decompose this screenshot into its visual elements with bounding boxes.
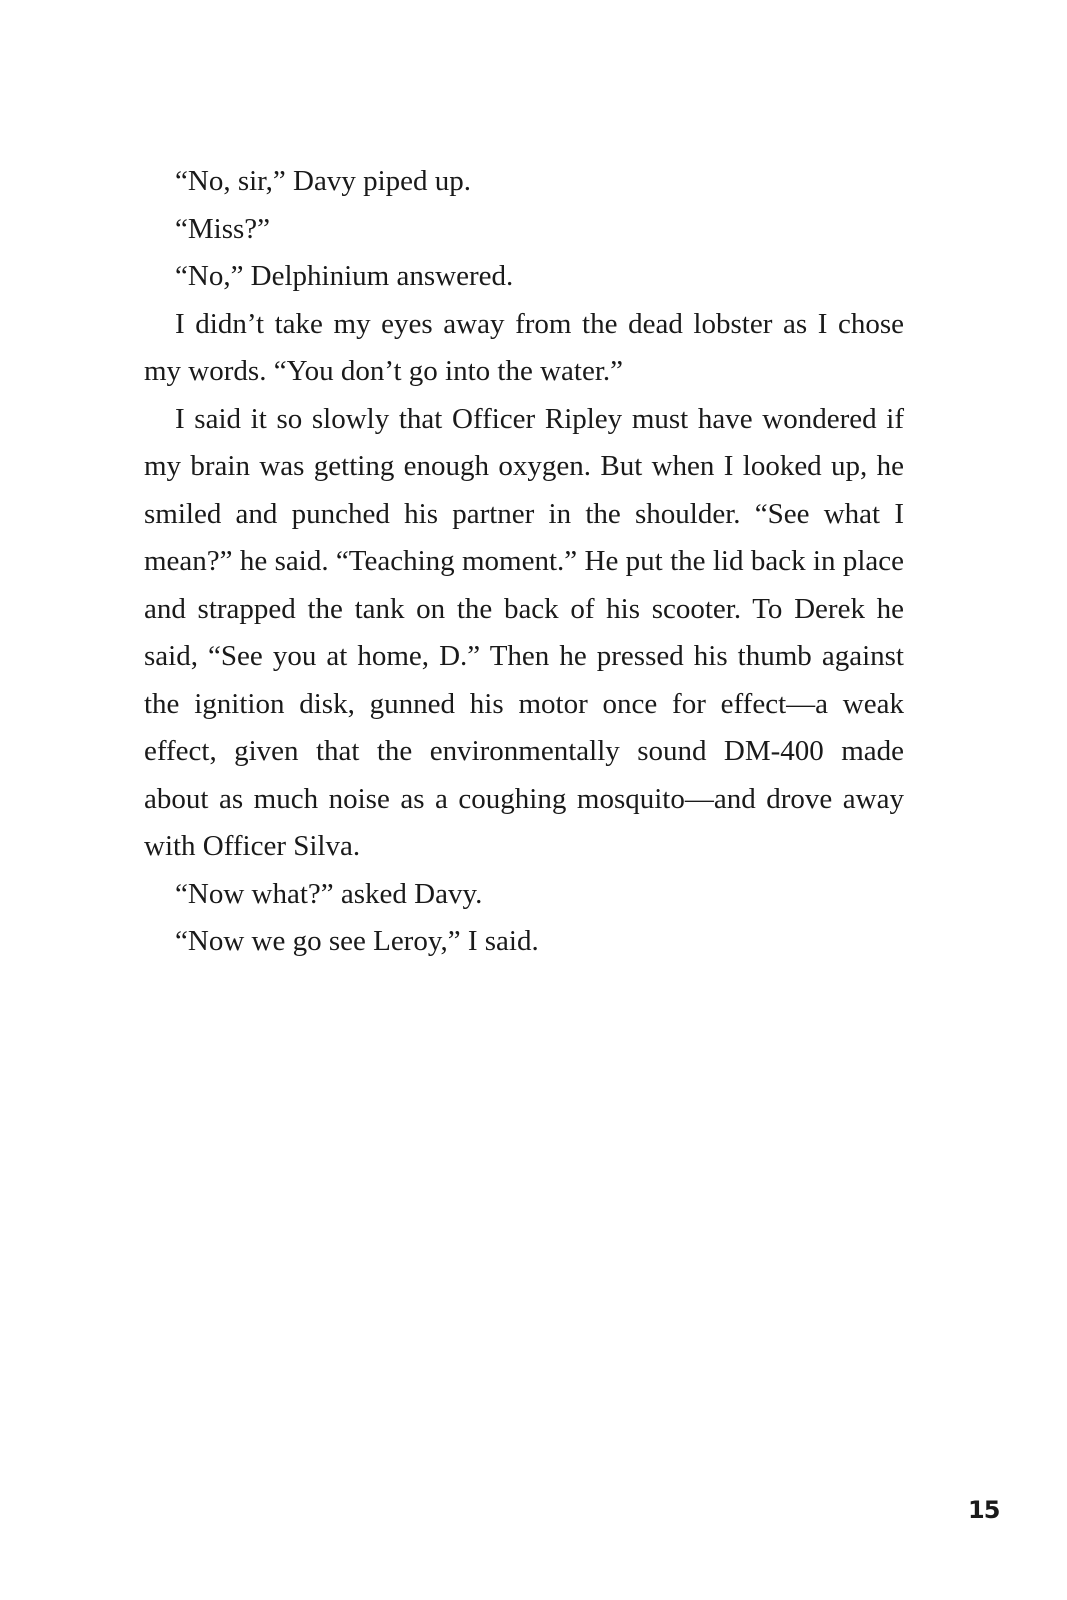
paragraph: I said it so slowly that Officer Ripley must have wondered if my brain was getting enough oxygen. But when I looked up, he smiled and punched his partner in the shoulder. “See what I mean?” he said. “Teaching moment.” He put the lid back in place and strapped the tank on the back of his scooter. To Derek he said, “See you at home, D.” Then he pressed his thumb against the ignition disk, gunned his motor once for effect—a weak effect, given that the environmentally sound DM-400 made about as much noise as a coughing mosquito—and drove away with Officer Silva.	[144, 402, 904, 862]
paragraph: I didn’t take my eyes away from the dead lobster as I chose my words. “You don’t go into the water.”	[144, 307, 904, 387]
paragraph: “Now what?” asked Davy.	[175, 877, 483, 910]
body-text	[144, 158, 904, 966]
page-number: 15	[968, 1496, 1000, 1524]
paragraph: “No,” Delphinium answered.	[175, 260, 514, 292]
paragraph: “No, sir,” Davy piped up.	[175, 165, 472, 197]
paragraph: “Now we go see Leroy,” I said.	[175, 925, 539, 957]
paragraph: “Miss?”	[175, 212, 271, 245]
